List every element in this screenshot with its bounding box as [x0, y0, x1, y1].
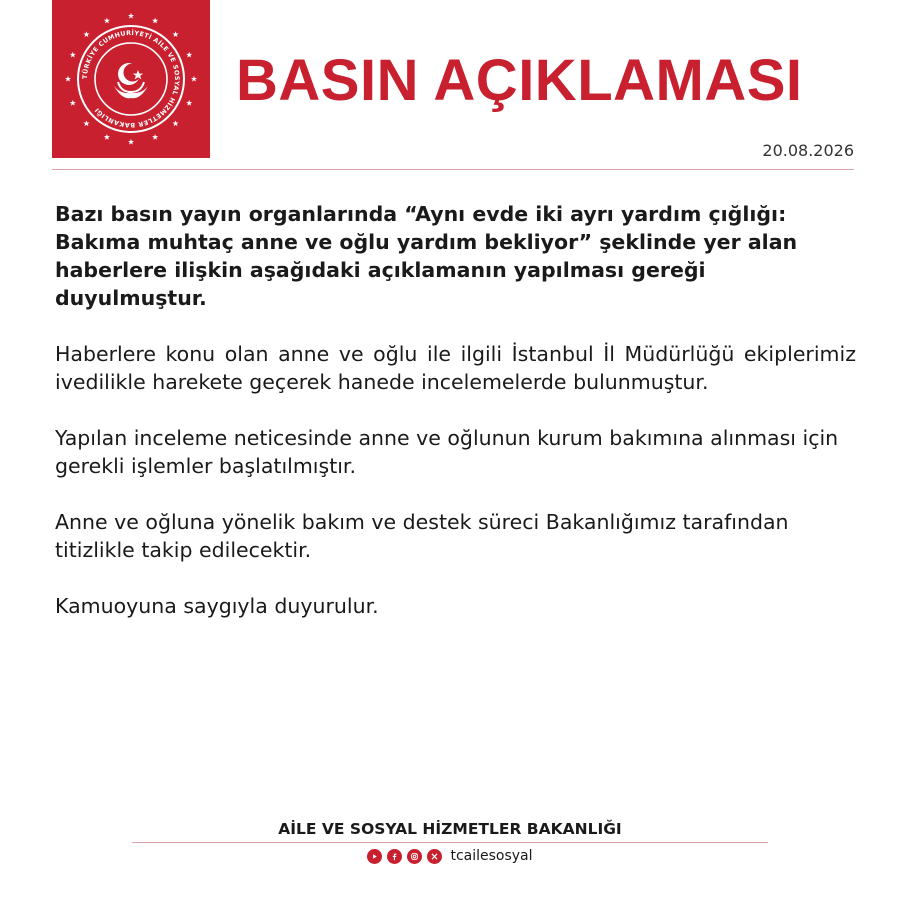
star-icon — [173, 31, 179, 37]
body-paragraph: Yapılan inceleme neticesinde anne ve oğlunun kurum bakımına alınması için gerekli işlemler başlatılmıştır. — [55, 426, 839, 478]
press-release-body — [55, 200, 856, 648]
star-icon — [104, 134, 110, 140]
footer-divider — [132, 842, 768, 843]
star-icon — [70, 52, 76, 58]
x-icon[interactable] — [427, 849, 442, 864]
facebook-icon[interactable] — [387, 849, 402, 864]
star-icon — [191, 76, 197, 82]
ministry-logo — [52, 0, 210, 158]
star-icon — [152, 134, 158, 140]
youtube-icon[interactable] — [367, 849, 382, 864]
star-icon — [83, 120, 89, 126]
intro-paragraph: Bazı basın yayın organlarında “Aynı evde iki ayrı yardım çığlığı: Bakıma muhtaç anne ve oğlu yardım bekliyor” şeklinde yer alan haberlere ilişkin aşağıdaki açıklamanın yapılması gereği duyulmuştur. — [55, 202, 798, 310]
svg-text:TÜRKİYE CUMHURİYETİ AİLE VE SO: TÜRKİYE CUMHURİYETİ AİLE VE SOSYAL HİZMETLER BAKANLIĞI — [81, 29, 181, 129]
star-icon — [65, 76, 71, 82]
star-icon — [83, 31, 89, 37]
ministry-name: AİLE VE SOSYAL HİZMETLER BAKANLIĞI — [278, 820, 622, 838]
star-icon — [104, 18, 110, 24]
body-paragraph: Haberlere konu olan anne ve oğlu ile ilgili İstanbul İl Müdürlüğü ekiplerimiz ivedilikle harekete geçerek hanede incelemelerde bulunmuştur. — [55, 342, 856, 394]
star-icon — [152, 18, 158, 24]
header-divider — [52, 169, 854, 170]
star-icon — [173, 120, 179, 126]
release-date: 20.08.2026 — [762, 141, 854, 160]
closing-paragraph: Kamuoyuna saygıyla duyurulur. — [55, 594, 379, 618]
ministry-emblem-icon — [52, 0, 210, 158]
star-icon — [186, 52, 192, 58]
body-paragraph: Anne ve oğluna yönelik bakım ve destek süreci Bakanlığımız tarafından titizlikle takip edilecektir. — [55, 510, 789, 562]
instagram-icon[interactable] — [407, 849, 422, 864]
star-icon — [128, 139, 134, 145]
star-icon — [128, 13, 134, 19]
social-handle[interactable]: tcailesosyal — [450, 848, 533, 864]
star-icon — [186, 100, 192, 106]
page-title: BASIN AÇIKLAMASI — [236, 48, 803, 113]
star-icon — [70, 100, 76, 106]
social-bar — [0, 848, 900, 864]
